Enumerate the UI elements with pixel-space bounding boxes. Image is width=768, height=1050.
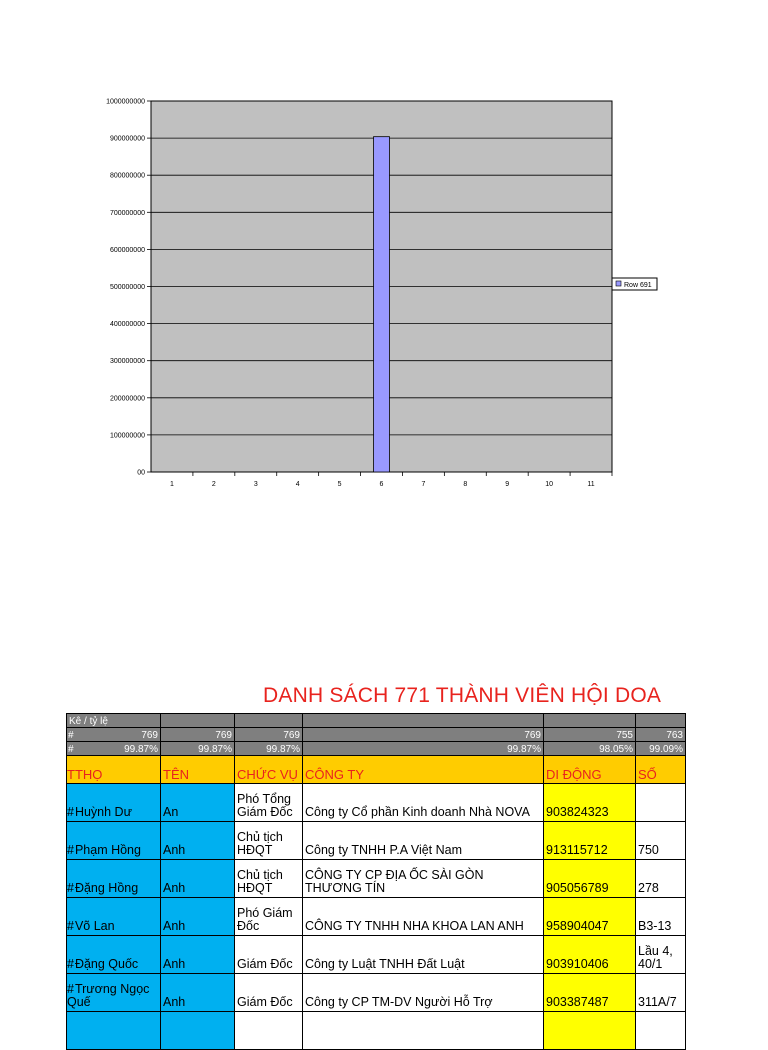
y-tick-label: 200000000 bbox=[109, 395, 145, 403]
cell-chuc-vu[interactable]: Phó Tổng Giám Đốc bbox=[235, 784, 303, 822]
column-header-ten[interactable]: TÊN bbox=[161, 756, 235, 784]
percent-value: 99.87% bbox=[124, 744, 158, 755]
legend-swatch bbox=[616, 281, 621, 286]
bar bbox=[374, 137, 390, 472]
count-cell: 769 bbox=[235, 728, 303, 742]
cell-cong-ty[interactable]: Công ty Luật TNHH Đất Luật bbox=[303, 936, 544, 974]
cell-so[interactable]: 750 bbox=[636, 822, 686, 860]
y-tick-label: 500000000 bbox=[109, 284, 145, 291]
cell-chuc-vu[interactable]: Chủ tịch HĐQT bbox=[235, 822, 303, 860]
bars bbox=[374, 137, 390, 472]
page-title: DANH SÁCH 771 THÀNH VIÊN HỘI DOA bbox=[263, 684, 662, 707]
cell-di-dong[interactable]: 905056789 bbox=[544, 860, 636, 898]
x-tick-label: 11 bbox=[587, 481, 595, 488]
ho-value: Đặng Hồng bbox=[74, 881, 139, 895]
cell-so[interactable]: B3-13 bbox=[636, 898, 686, 936]
count-cell: 755 bbox=[544, 728, 636, 742]
bar-chart bbox=[0, 0, 768, 500]
x-tick-label: 9 bbox=[505, 481, 510, 488]
y-tick-label: 900000000 bbox=[109, 135, 145, 143]
y-tick-label: 100000000 bbox=[109, 432, 145, 440]
cell-ten[interactable]: Anh bbox=[161, 822, 235, 860]
stat-cell: Kê / tỷ lệ bbox=[67, 714, 161, 728]
percent-row bbox=[67, 742, 686, 756]
table-row-partial bbox=[67, 1012, 686, 1050]
x-tick-label: 10 bbox=[545, 481, 554, 488]
ho-value: Huỳnh Dư bbox=[74, 805, 132, 819]
cell-di-dong[interactable]: 903387487 bbox=[544, 974, 636, 1012]
y-tick-label: 1000000000 bbox=[106, 98, 145, 106]
x-tick-label: 1 bbox=[170, 481, 174, 488]
cell-ten[interactable]: Anh bbox=[161, 898, 235, 936]
cell-ho[interactable] bbox=[67, 860, 161, 898]
count-value: 769 bbox=[141, 730, 158, 741]
stat-cell bbox=[161, 714, 235, 728]
count-cell bbox=[67, 728, 161, 742]
cell-di-dong[interactable]: 903910406 bbox=[544, 936, 636, 974]
cell-cong-ty[interactable]: Công ty Cổ phần Kinh doanh Nhà NOVA bbox=[303, 784, 544, 822]
header-label: THỌ bbox=[74, 767, 103, 782]
cell-cong-ty[interactable]: Công ty CP TM-DV Người Hỗ Trợ bbox=[303, 974, 544, 1012]
percent-cell bbox=[67, 742, 161, 756]
x-tick-label: 4 bbox=[295, 481, 300, 488]
row-hash: # bbox=[68, 744, 74, 755]
x-tick-label: 2 bbox=[211, 481, 216, 488]
cell-chuc-vu[interactable]: Giám Đốc bbox=[235, 936, 303, 974]
header-hash: T bbox=[67, 767, 75, 782]
x-tick-label: 6 bbox=[379, 481, 384, 488]
row-hash: # bbox=[67, 982, 74, 996]
table-row bbox=[67, 936, 686, 974]
percent-cell: 99.87% bbox=[161, 742, 235, 756]
stat-cell bbox=[636, 714, 686, 728]
count-cell: 769 bbox=[161, 728, 235, 742]
y-axis-ticks bbox=[106, 99, 151, 477]
table-row bbox=[67, 784, 686, 822]
row-hash: # bbox=[67, 843, 74, 857]
table-row bbox=[67, 974, 686, 1012]
percent-cell: 98.05% bbox=[544, 742, 636, 756]
ho-value: Trương Ngọc Quế bbox=[67, 982, 150, 1009]
column-header-cong-ty[interactable]: CÔNG TY bbox=[303, 756, 544, 784]
cell-chuc-vu[interactable] bbox=[235, 1012, 303, 1050]
percent-cell: 99.09% bbox=[636, 742, 686, 756]
column-header-di-dong[interactable]: DI ĐỘNG bbox=[544, 756, 636, 784]
count-cell: 769 bbox=[303, 728, 544, 742]
cell-di-dong[interactable] bbox=[544, 1012, 636, 1050]
cell-cong-ty[interactable]: Công ty TNHH P.A Việt Nam bbox=[303, 822, 544, 860]
cell-cong-ty[interactable]: CÔNG TY CP ĐỊA ỐC SÀI GÒN THƯƠNG TÍN bbox=[303, 860, 544, 898]
x-tick-label: 3 bbox=[253, 481, 258, 488]
ho-value: Phạm Hồng bbox=[74, 843, 141, 857]
table-row bbox=[67, 822, 686, 860]
legend bbox=[612, 278, 657, 290]
percent-cell: 99.87% bbox=[303, 742, 544, 756]
cell-cong-ty[interactable] bbox=[303, 1012, 544, 1050]
cell-ho[interactable] bbox=[67, 974, 161, 1012]
cell-ho[interactable] bbox=[67, 1012, 161, 1050]
cell-so[interactable]: 278 bbox=[636, 860, 686, 898]
row-hash: # bbox=[67, 805, 74, 819]
percent-cell: 99.87% bbox=[235, 742, 303, 756]
cell-ho[interactable] bbox=[67, 822, 161, 860]
x-tick-label: 7 bbox=[421, 481, 426, 488]
cell-ho[interactable] bbox=[67, 936, 161, 974]
stat-row bbox=[67, 714, 686, 728]
ho-value: Võ Lan bbox=[74, 919, 115, 933]
y-tick-label: 800000000 bbox=[109, 172, 145, 180]
cell-chuc-vu[interactable]: Phó Giám Đốc bbox=[235, 898, 303, 936]
cell-di-dong[interactable]: 903824323 bbox=[544, 784, 636, 822]
legend-label: Row 691 bbox=[624, 282, 652, 289]
cell-cong-ty[interactable]: CÔNG TY TNHH NHA KHOA LAN ANH bbox=[303, 898, 544, 936]
cell-di-dong[interactable]: 913115712 bbox=[544, 822, 636, 860]
member-table bbox=[66, 713, 686, 1050]
cell-chuc-vu[interactable]: Giám Đốc bbox=[235, 974, 303, 1012]
cell-ten[interactable] bbox=[161, 1012, 235, 1050]
cell-so[interactable]: 311A/7 bbox=[636, 974, 686, 1012]
cell-ho[interactable] bbox=[67, 784, 161, 822]
column-header-ho[interactable] bbox=[67, 756, 161, 784]
row-hash: # bbox=[67, 957, 74, 971]
table-row bbox=[67, 898, 686, 936]
cell-ten[interactable]: An bbox=[161, 784, 235, 822]
cell-ten[interactable]: Anh bbox=[161, 860, 235, 898]
column-header-so[interactable]: SỐ bbox=[636, 756, 686, 784]
row-hash: # bbox=[67, 881, 74, 895]
stat-cell bbox=[303, 714, 544, 728]
x-tick-label: 5 bbox=[337, 481, 342, 488]
x-axis-ticks bbox=[170, 472, 612, 488]
cell-so[interactable] bbox=[636, 1012, 686, 1050]
stat-cell bbox=[235, 714, 303, 728]
count-row bbox=[67, 728, 686, 742]
table-row bbox=[67, 860, 686, 898]
cell-so[interactable] bbox=[636, 784, 686, 822]
cell-chuc-vu[interactable]: Chủ tịch HĐQT bbox=[235, 860, 303, 898]
y-tick-label: 600000000 bbox=[109, 246, 145, 254]
cell-ten[interactable]: Anh bbox=[161, 974, 235, 1012]
y-tick-label: 300000000 bbox=[109, 358, 145, 366]
row-hash: # bbox=[67, 919, 74, 933]
x-tick-label: 8 bbox=[463, 481, 468, 488]
cell-so[interactable]: Lầu 4, 40/1 bbox=[636, 936, 686, 974]
header-row bbox=[67, 756, 686, 784]
cell-ho[interactable] bbox=[67, 898, 161, 936]
count-cell: 763 bbox=[636, 728, 686, 742]
y-tick-label: 00 bbox=[137, 469, 145, 477]
row-hash: # bbox=[68, 730, 74, 741]
cell-ten[interactable]: Anh bbox=[161, 936, 235, 974]
column-header-chuc-vu[interactable]: CHỨC VỤ bbox=[235, 756, 303, 784]
y-tick-label: 400000000 bbox=[109, 321, 145, 329]
cell-di-dong[interactable]: 958904047 bbox=[544, 898, 636, 936]
y-tick-label: 700000000 bbox=[109, 209, 145, 217]
ho-value: Đặng Quốc bbox=[74, 957, 139, 971]
stat-cell bbox=[544, 714, 636, 728]
